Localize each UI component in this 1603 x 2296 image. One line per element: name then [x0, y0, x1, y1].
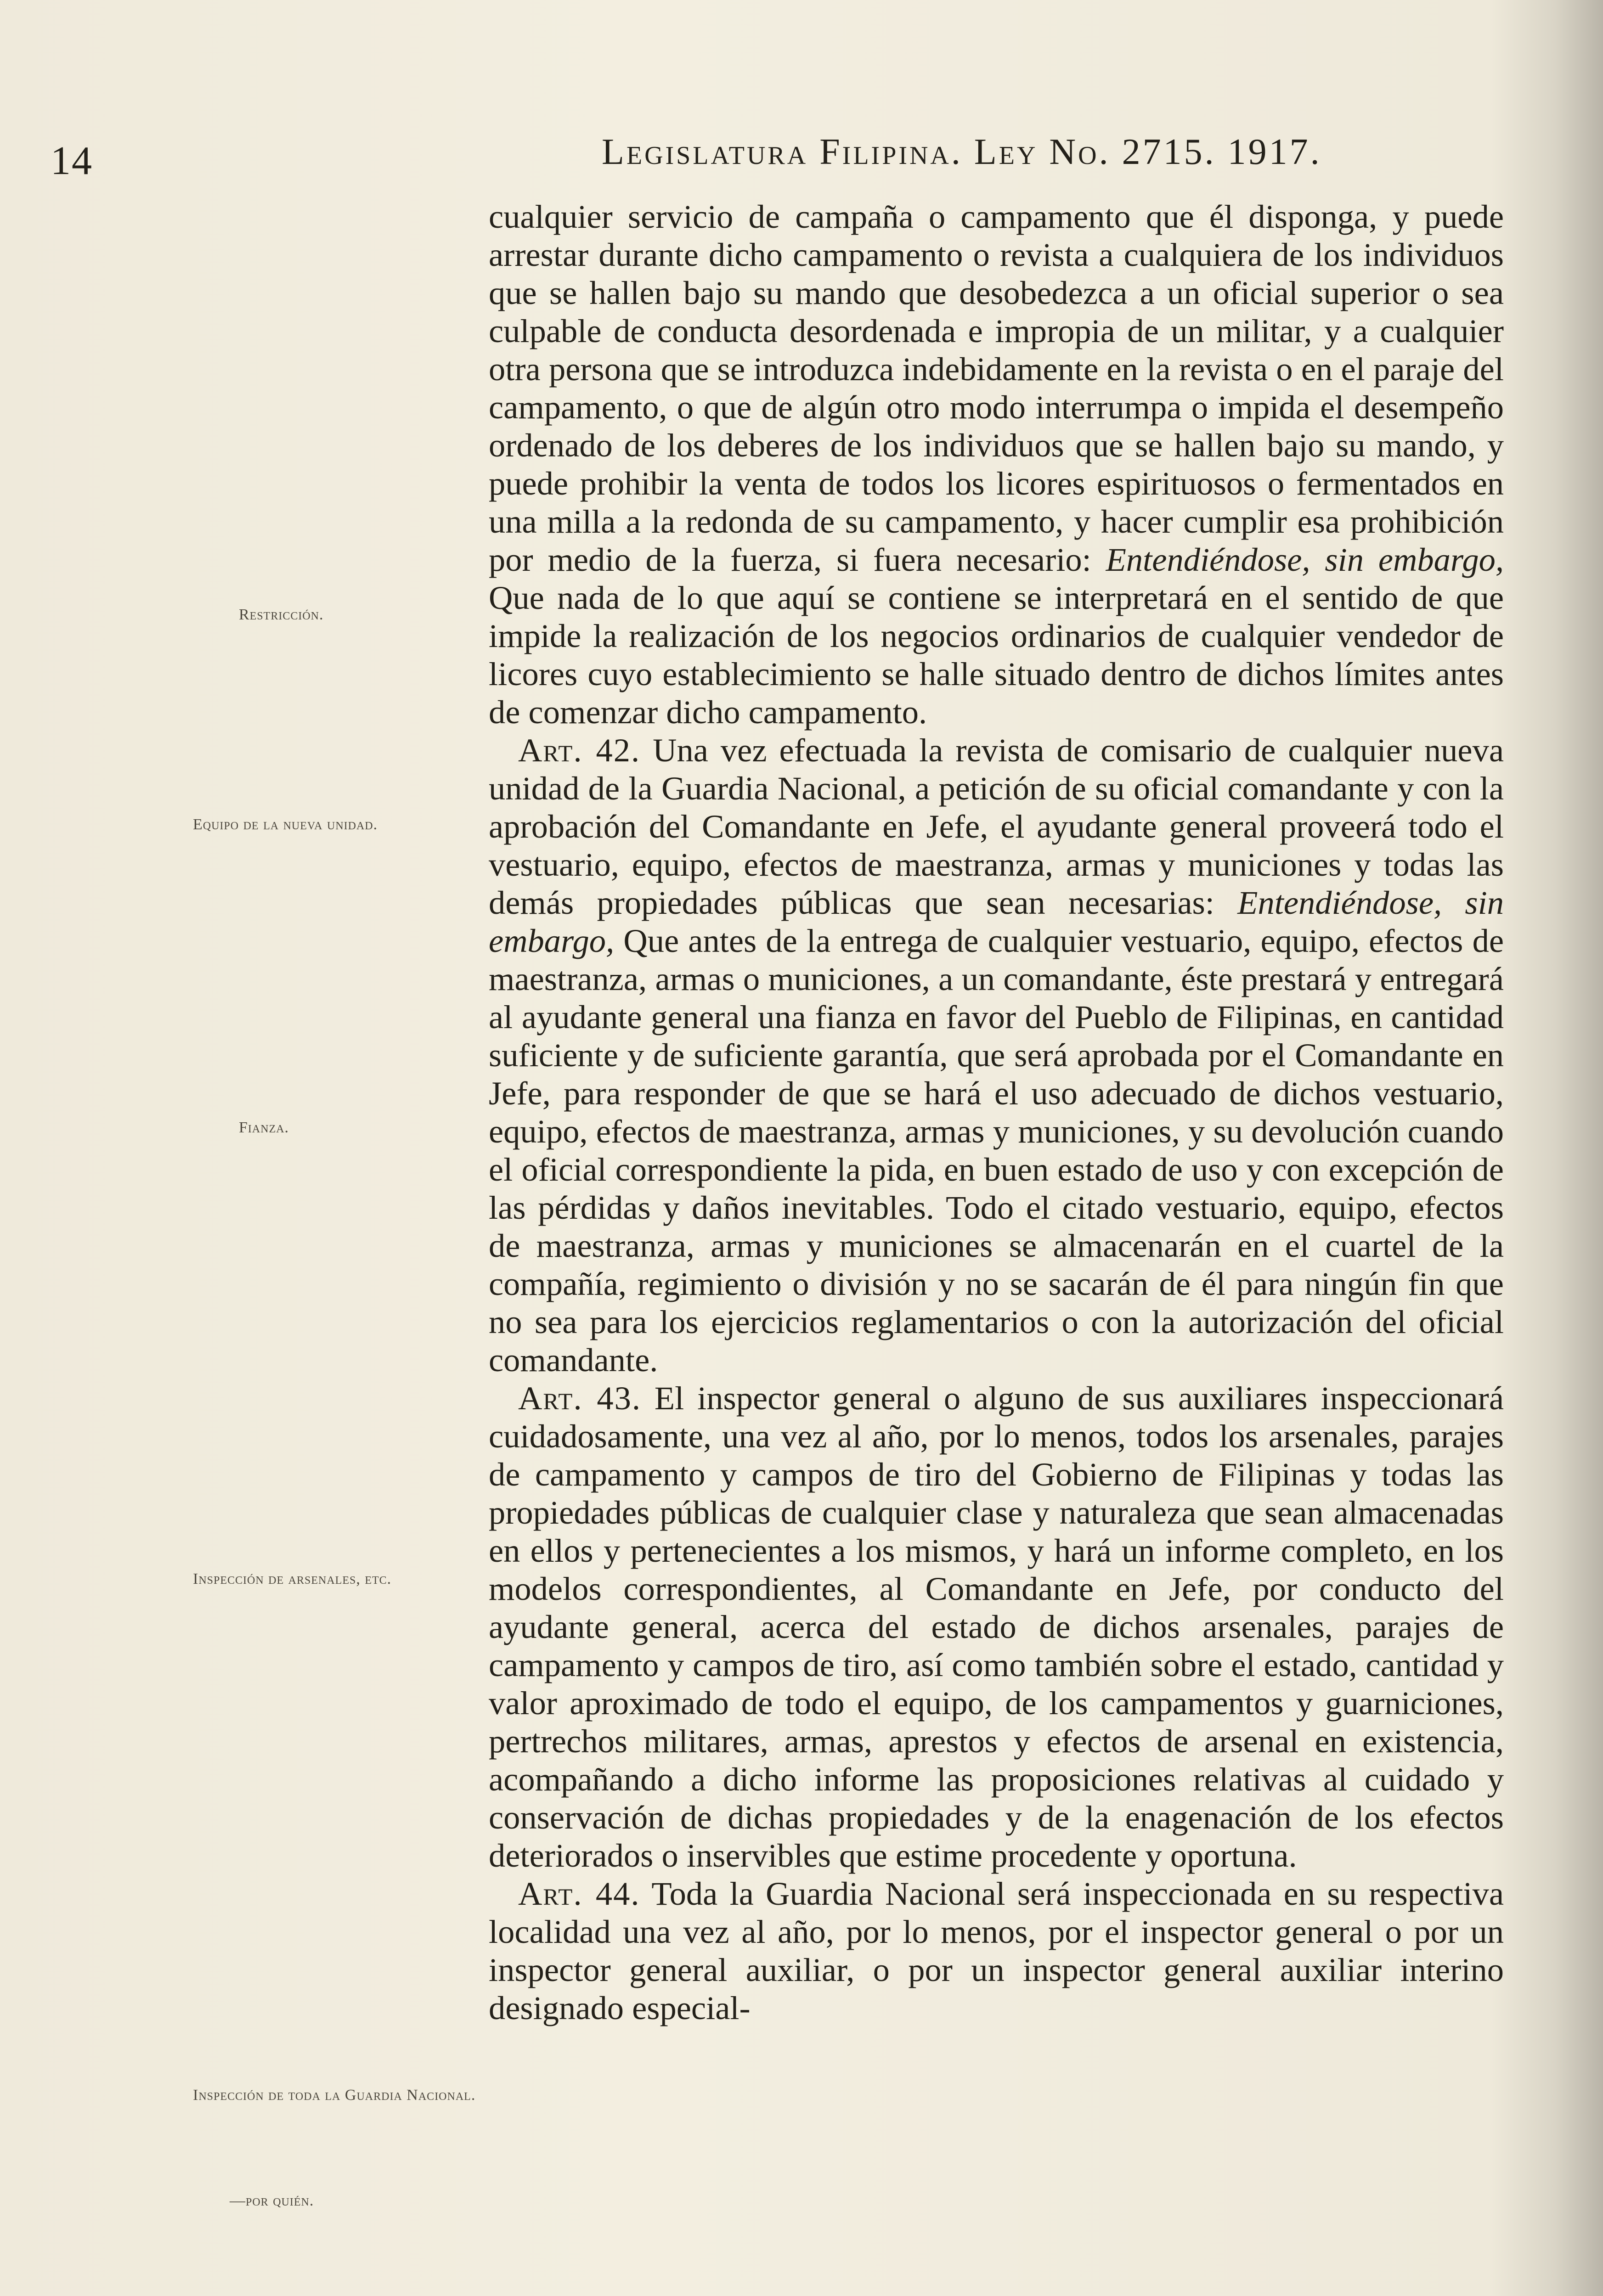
- article-44: [489, 1874, 1504, 2027]
- page-number: 14: [51, 139, 93, 183]
- article-42: [489, 731, 1504, 1379]
- paragraph-text: Que nada de lo que aquí se contiene se interpretará en el sentido de que impide la realización de los negocios ordinarios de cualquier vendedor de licores cuyo establecimiento se halle situado dentro de dichos límites antes de comenzar dicho campamento.: [489, 579, 1504, 731]
- body-text: [489, 197, 1504, 2027]
- margin-note-inspeccion-guardia: Inspección de toda la Guardia Nacional.: [193, 2087, 476, 2104]
- margin-note-inspeccion-arsenales: Inspección de arsenales, etc.: [193, 1570, 392, 1587]
- margin-note-por-quien: —por quién.: [230, 2192, 314, 2209]
- margin-note-equipo: Equipo de la nueva unidad.: [193, 816, 378, 833]
- article-text: Una vez efectuada la revista de comisario de cualquier nueva unidad de la Guardia Nacional, a petición de su oficial comandante y con la aprobación del Comandante en Jefe, el ayudante general proveerá todo el vestuario, equipo, efectos de maestranza, armas y municiones y todas las demás propiedades públicas que sean necesarias:: [489, 732, 1504, 921]
- article-label: Art. 42.: [518, 732, 641, 769]
- article-label: Art. 44.: [518, 1875, 640, 1912]
- proviso-italic: Entendiéndose, sin embargo,: [1106, 541, 1504, 578]
- margin-note-restriccion: Restricción.: [239, 606, 324, 623]
- proviso-italic: Entendiéndose, sin embargo,: [489, 884, 1504, 959]
- paragraph-continuation: [489, 197, 1504, 731]
- article-43: [489, 1379, 1504, 1874]
- margin-note-fianza: Fianza.: [239, 1119, 289, 1136]
- paragraph-text: cualquier servicio de campaña o campamento que él disponga, y puede arrestar durante dicho campamento o revista a cualquiera de los individuos que se hallen bajo su mando que desobedezca a un oficial superior o sea culpable de conducta desordenada e impropia de un militar, y a cualquier otra persona que se introduzca indebidamente en la revista o en el paraje del campamento, o que de algún otro modo interrumpa o impida el desempeño ordenado de los deberes de los individuos que se hallen bajo su mando, y puede prohibir la venta de todos los licores espirituosos o fermentados en una milla a la redonda de su campamento, y hacer cumplir esa prohibición por medio de la fuerza, si fuera necesario:: [489, 198, 1504, 578]
- article-text: Toda la Guardia Nacional será inspeccionada en su respectiva localidad una vez al año, por lo menos, por el inspector general o por un inspector general auxiliar, o por un inspector general auxiliar interino designado especial-: [489, 1875, 1504, 2026]
- article-text: Que antes de la entrega de cualquier vestuario, equipo, efectos de maestranza, armas o municiones, a un comandante, éste prestará y entregará al ayudante general una fianza en favor del Pueblo de Filipinas, en cantidad suficiente y de suficiente garantía, que será aprobada por el Comandante en Jefe, para responder de que se hará el uso adecuado de dichos vestuario, equipo, efectos de maestranza, armas y municiones, y su devolución cuando el oficial correspondiente la pida, en buen estado de uso y con excepción de las pérdidas y daños inevitables. Todo el citado vestuario, equipo, efectos de maestranza, armas y municiones se almacenarán en el cuartel de la compañía, regimiento o división y no se sacarán de él para ningún fin que no sea para los ejercicios reglamentarios o con la autorización del oficial comandante.: [489, 922, 1504, 1379]
- article-label: Art. 43.: [518, 1379, 642, 1417]
- running-head: Legislatura Filipina. Ley No. 2715. 1917.: [602, 132, 1322, 172]
- article-text: El inspector general o alguno de sus auxiliares inspeccionará cuidadosamente, una vez al año, por lo menos, todos los arsenales, parajes de campamento y campos de tiro del Gobierno de Filipinas y todas las propiedades públicas de cualquier clase y naturaleza que sean almacenadas en ellos y pertenecientes a los mismos, y hará un informe completo, en los modelos correspondientes, al Comandante en Jefe, por conducto del ayudante general, acerca del estado de dichos arsenales, parajes de campamento y campos de tiro, así como también sobre el estado, cantidad y valor aproximado de todo el equipo, de los campamentos y guarniciones, pertrechos militares, armas, aprestos y efectos de arsenal en existencia, acompañando a dicho informe las proposiciones relativas al cuidado y conservación de dichas propiedades y de la enagenación de los efectos deteriorados o inservibles que estime procedente y oportuna.: [489, 1379, 1504, 1874]
